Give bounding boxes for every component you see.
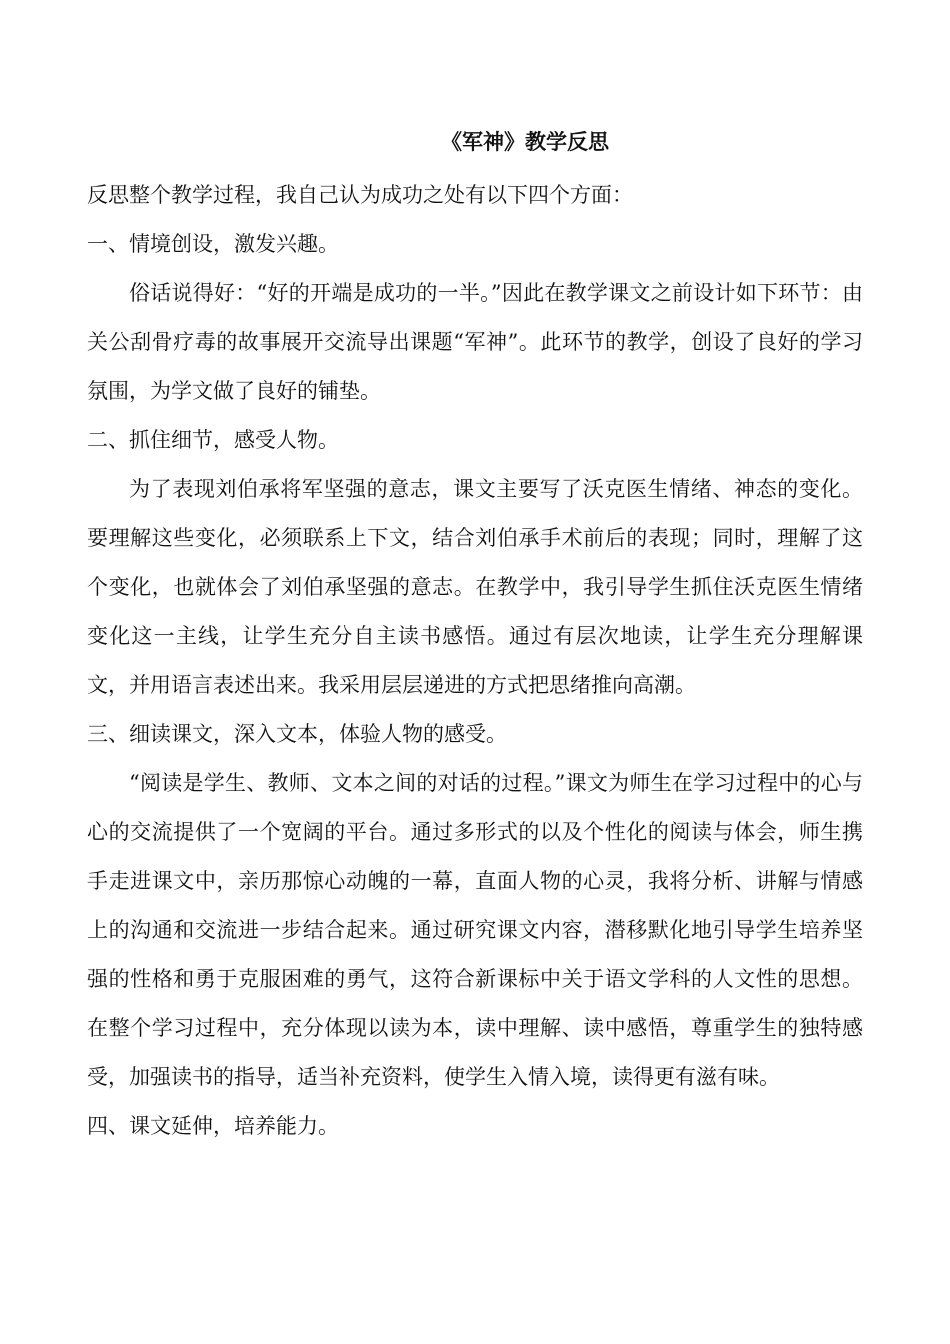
section-2-body: 为了表现刘伯承将军坚强的意志，课文主要写了沃克医生情绪、神态的变化。要理解这些变化，必须联系上下文，结合刘伯承手术前后的表现；同时，理解了这个变化，也就体会了刘伯承坚强的意志。在教学中，我引导学生抓住沃克医生情绪变化这一主线，让学生充分自主读书感悟。通过有层次地读，让学生充分理解课文，并用语言表述出来。我采用层层递进的方式把思绪推向高潮。	[87, 477, 863, 697]
document-title: 《军神》教学反思	[441, 130, 609, 154]
document-body	[87, 126, 863, 1151]
section-4-heading: 四、课文延伸，培养能力。	[87, 1114, 339, 1138]
section-2-heading: 二、抓住细节，感受人物。	[87, 428, 339, 452]
section-3-heading: 三、细读课文，深入文本，体验人物的感受。	[87, 722, 507, 746]
section-3-body: “阅读是学生、教师、文本之间的对话的过程。”课文为师生在学习过程中的心与心的交流提供了一个宽阔的平台。通过多形式的以及个性化的阅读与体会，师生携手走进课文中，亲历那惊心动魄的一幕，直面人物的心灵，我将分析、讲解与情感上的沟通和交流进一步结合起来。通过研究课文内容，潜移默化地引导学生培养坚强的性格和勇于克服困难的勇气，这符合新课标中关于语文学科的人文性的思想。在整个学习过程中，充分体现以读为本，读中理解、读中感悟，尊重学生的独特感受，加强读书的指导，适当补充资料，使学生入情入境，读得更有滋有味。	[87, 771, 863, 1089]
section-1-body: 俗话说得好：“好的开端是成功的一半。”因此在教学课文之前设计如下环节：由关公刮骨疗毒的故事展开交流导出课题“军神”。此环节的教学，创设了良好的学习氛围，为学文做了良好的铺垫。	[87, 281, 863, 403]
section-1-heading: 一、情境创设，激发兴趣。	[87, 232, 339, 256]
intro-text: 反思整个教学过程，我自己认为成功之处有以下四个方面：	[87, 183, 633, 207]
